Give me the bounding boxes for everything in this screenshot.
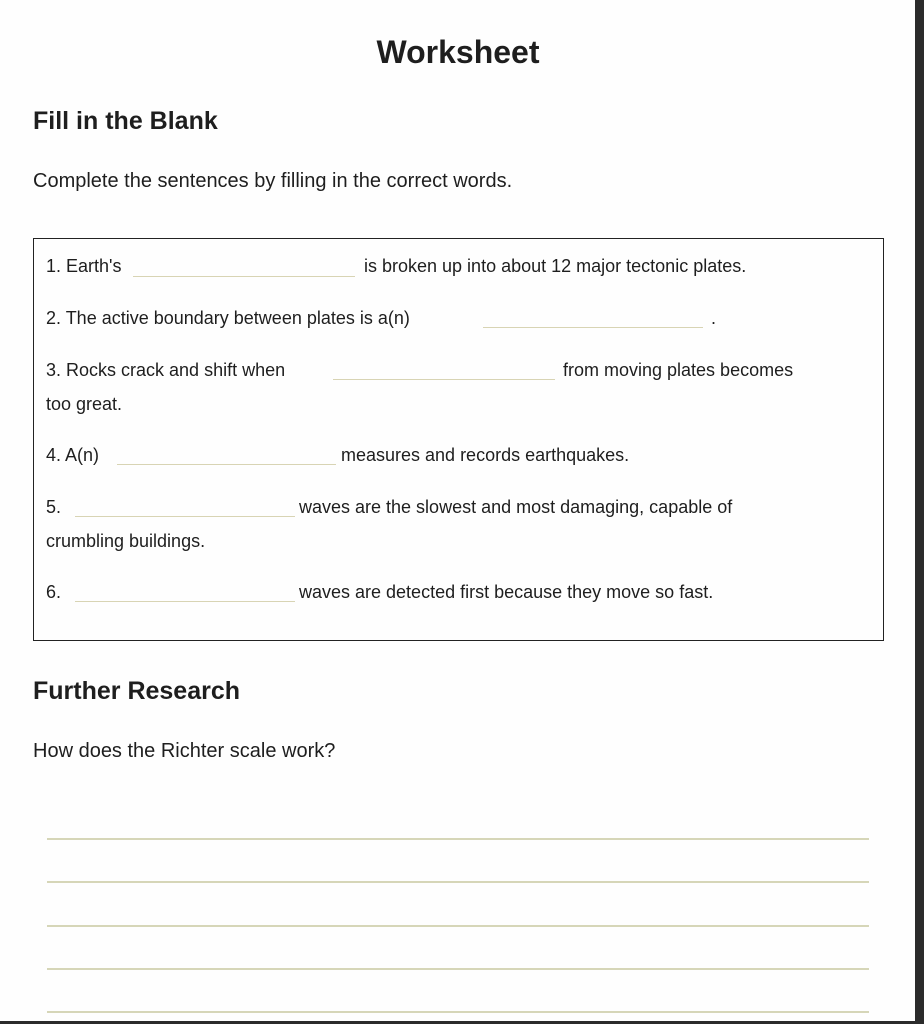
item-3-before: 3. Rocks crack and shift when: [46, 360, 286, 380]
item-5-blank[interactable]: [75, 516, 295, 517]
answer-line[interactable]: [47, 925, 869, 927]
item-5-after: waves are the slowest and most damaging, capable of: [299, 497, 733, 517]
right-edge-bar: [915, 0, 924, 1024]
item-1-after: is broken up into about 12 major tectonic plates.: [364, 256, 747, 276]
item-2-before: 2. The active boundary between plates is a(n): [46, 308, 410, 328]
answer-line[interactable]: [47, 838, 869, 840]
answer-line[interactable]: [47, 1011, 869, 1013]
item-2-blank[interactable]: [483, 327, 703, 328]
item-6-after: waves are detected first because they move so fast.: [299, 582, 714, 602]
answer-line[interactable]: [47, 881, 869, 883]
item-4-blank[interactable]: [117, 464, 336, 465]
item-4-after: measures and records earthquakes.: [341, 445, 630, 465]
item-1-blank[interactable]: [133, 276, 355, 277]
item-3-after: from moving plates becomes: [563, 360, 794, 380]
item-1-before: 1. Earth's: [46, 256, 122, 276]
page-title: Worksheet: [376, 34, 540, 70]
item-6-blank[interactable]: [75, 601, 295, 602]
item-5-continued: crumbling buildings.: [46, 531, 206, 551]
fill-in-blank-box: [33, 238, 884, 641]
item-5-before: 5.: [46, 497, 62, 517]
item-4-before: 4. A(n): [46, 445, 100, 465]
item-3-continued: too great.: [46, 394, 123, 414]
answer-line[interactable]: [47, 968, 869, 970]
item-6-before: 6.: [46, 582, 62, 602]
instructions: Complete the sentences by filling in the correct words.: [33, 170, 513, 192]
section-heading-fill-in-blank: Fill in the Blank: [33, 107, 218, 135]
section-heading-further-research: Further Research: [33, 677, 241, 705]
item-3-blank[interactable]: [333, 379, 555, 380]
item-2-after: .: [711, 308, 717, 328]
research-question: How does the Richter scale work?: [33, 740, 336, 762]
